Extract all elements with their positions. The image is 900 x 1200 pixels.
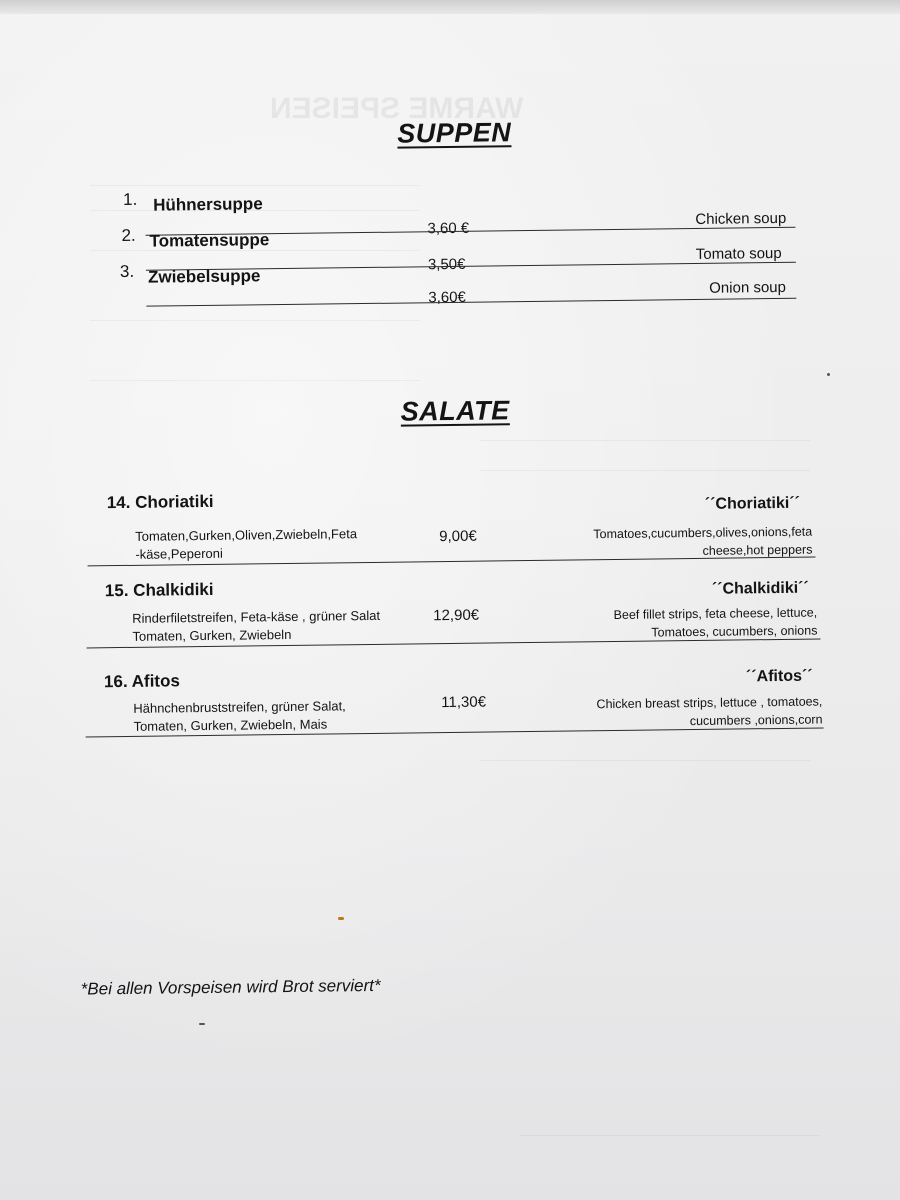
soup-english-name: Chicken soup (695, 209, 787, 228)
salad-description-en-line: Beef fillet strips, feta cheese, lettuce, (613, 605, 818, 623)
salad-title (105, 580, 214, 601)
soup-name: Tomatensuppe (149, 230, 270, 251)
show-through-heading: WARME SPEISEN (270, 92, 524, 125)
paper-speck (338, 917, 344, 920)
salad-description-de-line: Tomaten,Gurken,Oliven,Zwiebeln,Feta (135, 526, 358, 544)
salad-description-de-line: Rinderfiletstreifen, Feta-käse , grüner Salat (132, 607, 381, 626)
salad-name: Choriatiki (135, 491, 214, 512)
paper-speck (199, 1023, 205, 1025)
soup-number: 1. (122, 189, 138, 209)
soup-price: 3,60€ (428, 288, 466, 307)
salad-description-de (135, 525, 357, 564)
soups-heading: SUPPEN (397, 117, 512, 149)
salad-description-de-line: Tomaten, Gurken, Zwiebeln, Mais (133, 716, 328, 734)
salad-price: 12,90€ (433, 606, 480, 625)
salad-description-de (133, 697, 346, 736)
salad-price: 11,30€ (441, 693, 487, 712)
salad-description-en-line: Chicken breast strips, lettuce , tomatoes, (596, 694, 823, 712)
salad-price: 9,00€ (439, 527, 477, 546)
salad-description-en-line: cheese,hot peppers (702, 542, 813, 558)
salad-description-en-line: Tomatoes,cucumbers,olives,onions,feta (593, 524, 813, 542)
salad-english-name: ´´Chalkidiki´´ (711, 579, 809, 598)
soup-underline (146, 298, 796, 307)
salad-description-de (132, 607, 380, 646)
salad-description-de-line: -käse,Peperoni (135, 545, 223, 562)
salad-description-de-line: Hähnchenbruststreifen, grüner Salat, (133, 698, 346, 716)
salad-title (107, 492, 214, 513)
soup-number: 3. (119, 261, 135, 282)
salad-description-en-line: Tomatoes, cucumbers, onions (651, 623, 818, 640)
soup-name: Zwiebelsuppe (147, 266, 261, 287)
soup-price: 3,60 € (427, 219, 470, 238)
salad-description-en (560, 604, 817, 643)
salad-number: 14. (106, 492, 131, 513)
salad-name: Afitos (131, 671, 180, 691)
paper-speck (827, 373, 830, 376)
bread-footnote: *Bei allen Vorspeisen wird Brot serviert* (80, 975, 381, 999)
soup-number: 2. (121, 225, 136, 245)
salad-description-en (561, 692, 822, 731)
soup-name: Hühnersuppe (153, 194, 263, 215)
soup-price: 3,50€ (427, 255, 466, 274)
salad-title (104, 671, 180, 692)
salad-description-en (559, 523, 812, 562)
salad-english-name: ´´Afitos´´ (745, 667, 813, 686)
salad-english-name: ´´Choriatiki´´ (704, 494, 801, 513)
salad-description-en-line: cucumbers ,onions,corn (689, 712, 823, 729)
salad-number: 15. (104, 580, 129, 601)
salad-number: 16. (103, 671, 128, 692)
salads-heading: SALATE (400, 395, 510, 427)
soup-english-name: Onion soup (709, 278, 787, 297)
salad-name: Chalkidiki (133, 579, 214, 600)
salad-description-de-line: Tomaten, Gurken, Zwiebeln (132, 626, 292, 644)
soup-english-name: Tomato soup (695, 244, 782, 263)
